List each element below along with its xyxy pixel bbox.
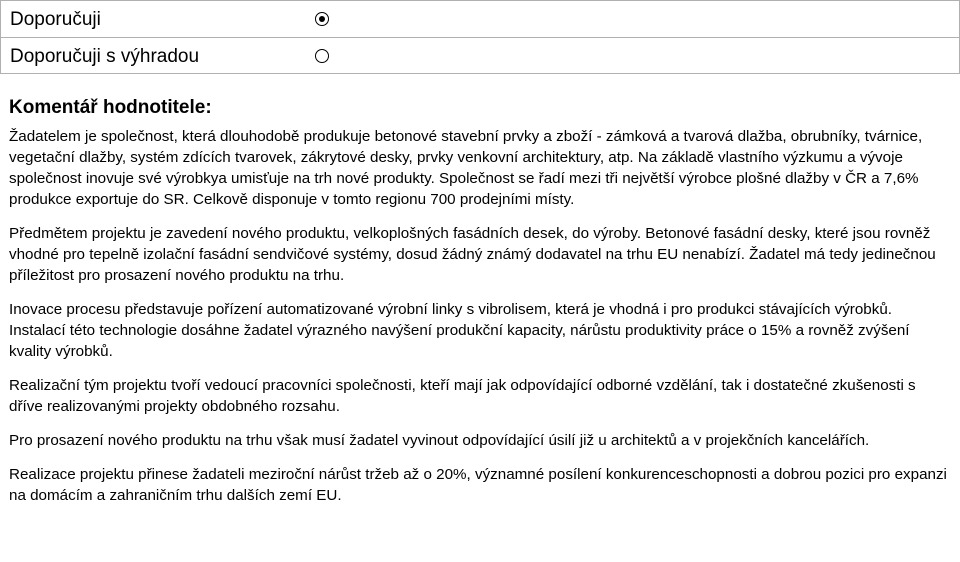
comment-paragraph: Pro prosazení nového produktu na trhu však musí žadatel vyvinout odpovídající úsilí již u architektů a v projekčních kancelářích. bbox=[9, 432, 870, 449]
radio-recommend[interactable] bbox=[315, 12, 329, 26]
comment-title: Komentář hodnotitele: bbox=[9, 97, 212, 118]
comment-paragraph: Realizace projektu přinese žadateli meziroční nárůst tržeb až o 20%, významné posílení konkurenceschopnosti a dobrou pozici pro expanzi na domácím a zahraničním trhu dalších zemí EU. bbox=[9, 466, 947, 504]
recommendation-options bbox=[0, 0, 960, 74]
comment-paragraph: Realizační tým projektu tvoří vedoucí pracovníci společnosti, kteří mají jak odpovídající odborné vzdělání, tak i dostatečné zkušenosti s dříve realizovanými projekty obdobného rozsahu. bbox=[9, 377, 916, 415]
option-recommend-with-reservation[interactable] bbox=[1, 37, 959, 74]
option-recommend[interactable] bbox=[1, 0, 959, 37]
comment-paragraph: Inovace procesu představuje pořízení automatizované výrobní linky s vibrolisem, která je vhodná i pro produkci stávajících výrobků. Instalací této technologie dosáhne žadatel výrazného navýšení produkční kapacity, nárůstu produktivity práce o 15% a rovněž zvýšení kvality výrobků. bbox=[9, 301, 910, 360]
option-recommend-label: Doporučuji bbox=[10, 9, 101, 30]
comment-paragraph: Předmětem projektu je zavedení nového produktu, velkoplošných fasádních desek, do výroby. Betonové fasádní desky, které jsou rovněž vhodné pro tepelně izolační fasádní sendvičové systémy, dosud žádný známý dodavatel na trhu EU nenabízí. Žadatel má tedy jedinečnou příležitost pro prosazení nového produktu na trhu. bbox=[9, 225, 936, 284]
radio-recommend-with-reservation[interactable] bbox=[315, 49, 329, 63]
option-recommend-with-reservation-label: Doporučuji s výhradou bbox=[10, 46, 200, 67]
comment-paragraph: Žadatelem je společnost, která dlouhodobě produkuje betonové stavební prvky a zboží - zámková a tvarová dlažba, obrubníky, tvárnice, vegetační dlažby, systém zdících tvarovek, zákrytové desky, prvky venkovní architektury, atp. Na základě vlastního výzkumu a vývoje společnost inovuje své výrobkya umisťuje na trh nové produkty. Společnost se řadí mezi tři největší výrobce plošné dlažby v ČR a 7,6% produkce exportuje do SR. Celkově disponuje v tomto regionu 700 prodejními místy. bbox=[9, 128, 923, 208]
comment-body bbox=[9, 126, 951, 519]
